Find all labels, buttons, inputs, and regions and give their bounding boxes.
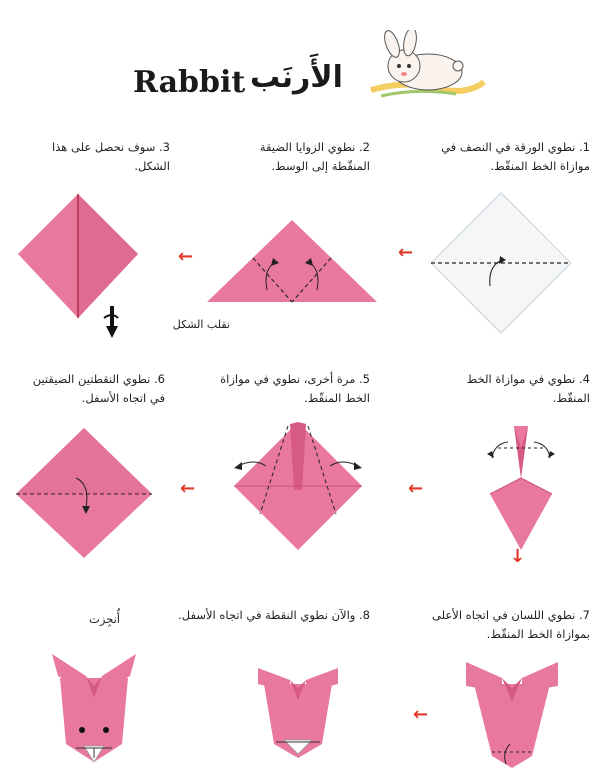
step-8-text: 8. والآن نطوي النقطة في اتجاه الأسفل. bbox=[178, 608, 370, 622]
step-8-figure bbox=[254, 658, 342, 762]
red-arrow-left-icon: ← bbox=[180, 478, 196, 499]
step-5-figure bbox=[232, 418, 364, 552]
red-arrow-left-icon: ← bbox=[408, 478, 424, 499]
finished-rabbit-figure bbox=[48, 646, 140, 768]
red-arrow-left-icon: ← bbox=[398, 242, 414, 263]
step-7-text: 7. نطوي اللسان في اتجاه الأعلى بموازاة الخط المنقّط. bbox=[432, 608, 590, 641]
step-7-figure bbox=[462, 656, 562, 770]
step-4-text: 4. نطوي في موازاة الخط المنقّط. bbox=[466, 372, 590, 405]
step-3-figure bbox=[16, 192, 140, 320]
step-4-figure bbox=[478, 418, 564, 554]
step-1-text: 1. نطوي الورقة في النصف في موازاة الخط المنقّط. bbox=[441, 140, 590, 173]
red-arrow-down-icon: ↓ bbox=[510, 546, 526, 567]
step-3-text: 3. سوف نحصل على هذا الشكل. bbox=[52, 140, 170, 173]
title-arabic: الأَرنَب bbox=[250, 60, 343, 95]
red-arrow-left-icon: ← bbox=[178, 246, 194, 267]
flip-over-icon bbox=[100, 302, 122, 342]
title-english: Rabbit bbox=[133, 65, 246, 100]
rabbit-illustration-icon bbox=[366, 30, 486, 102]
step-2-text: 2. نطوي الزوايا الضيقة المنقّطة إلى الوسط. bbox=[259, 140, 370, 173]
step-5-text: 5. مرة أخرى، نطوي في موازاة الخط المنقّط. bbox=[220, 372, 370, 405]
page-header bbox=[0, 60, 600, 110]
step-2-figure bbox=[205, 218, 379, 306]
step-6-figure bbox=[14, 424, 154, 560]
step-1-figure bbox=[428, 190, 574, 336]
red-arrow-left-icon: ← bbox=[413, 704, 429, 725]
step-6-text: 6. نطوي النقطتين الضيقتين في اتجاه الأسفل. bbox=[32, 372, 165, 405]
done-caption: أُنجِزت bbox=[89, 612, 120, 626]
flip-caption: نقلب الشكل bbox=[172, 318, 230, 331]
